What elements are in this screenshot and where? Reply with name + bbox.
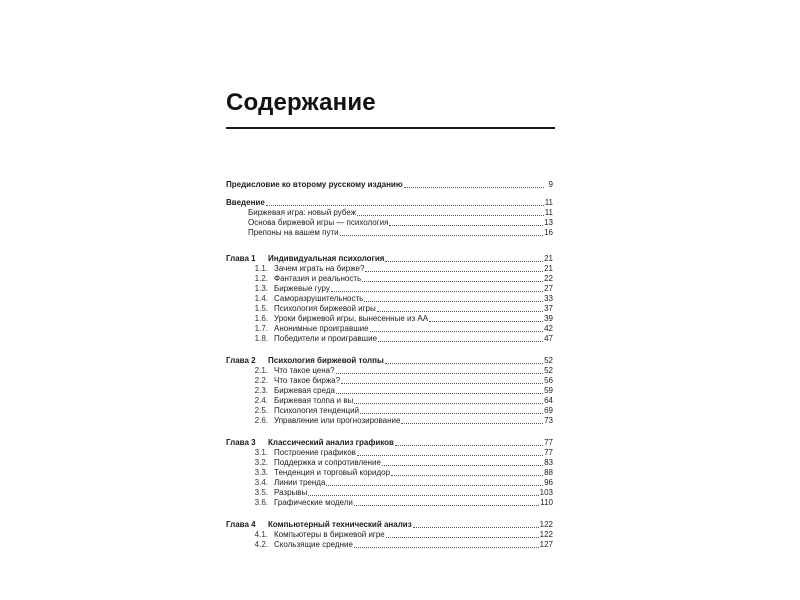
section-number: 2.1.	[254, 366, 268, 375]
leader-dots	[377, 304, 543, 312]
section-title: Скользящие средние	[274, 540, 353, 549]
leader-dots	[395, 438, 543, 446]
leader-dots	[378, 334, 543, 342]
toc-entry-row	[226, 264, 553, 274]
leader-dots	[340, 228, 544, 236]
page-number: 37	[544, 304, 553, 313]
page-number: 110	[540, 498, 553, 507]
section-title: Тенденция и торговый коридор	[274, 468, 391, 477]
page-number: 11	[544, 208, 553, 217]
section-number: 3.4.	[254, 478, 268, 487]
section-title: Победители и проигравшие	[274, 334, 378, 343]
section-title: Разрывы	[274, 488, 308, 497]
page-number: 27	[544, 284, 553, 293]
section-title: Графические модели	[274, 498, 353, 507]
page-number: 77	[544, 438, 553, 447]
leader-dots	[362, 274, 543, 282]
leader-dots	[336, 366, 544, 374]
page-number: 52	[544, 356, 553, 365]
section-title: Биржевая среда	[274, 386, 335, 395]
leader-dots	[385, 254, 543, 262]
section-title: Психология биржевой игры	[274, 304, 376, 313]
leader-dots	[308, 488, 538, 496]
toc-entry-row	[226, 284, 553, 294]
section-number: 1.5.	[254, 304, 268, 313]
leader-dots	[360, 406, 543, 414]
page-number: 122	[539, 530, 553, 539]
toc-entry-row	[226, 304, 553, 314]
chapter-label: Глава 2	[226, 356, 256, 365]
page-number: 11	[544, 198, 553, 207]
toc-entry-row	[226, 228, 553, 238]
section-number: 1.4.	[254, 294, 268, 303]
page-number: 77	[544, 448, 553, 457]
page-number: 13	[544, 218, 553, 227]
section-number: 4.2.	[254, 540, 268, 549]
section-title: Управление или прогнозирование	[274, 416, 401, 425]
page-number: 64	[544, 396, 553, 405]
section-title: Анонимные проигравшие	[274, 324, 369, 333]
section-number: 1.8.	[254, 334, 268, 343]
page-number: 83	[544, 458, 553, 467]
leader-dots	[391, 468, 543, 476]
section-number: 3.5.	[254, 488, 268, 497]
toc-entry-row	[226, 376, 553, 386]
toc-entry-row	[226, 314, 553, 324]
leader-dots	[364, 294, 543, 302]
section-title: Что такое цена?	[274, 366, 335, 375]
section-number: 1.7.	[254, 324, 268, 333]
page-number: 9	[548, 180, 553, 189]
toc-chapter-row	[226, 438, 553, 448]
page-number: 42	[544, 324, 553, 333]
toc-entry-row	[226, 488, 553, 498]
toc-entry-row	[226, 274, 553, 284]
section-number: 4.1.	[254, 530, 268, 539]
toc-entry-row	[226, 208, 553, 218]
toc-entry-row	[226, 540, 553, 550]
page-number: 69	[544, 406, 553, 415]
page-number: 16	[544, 228, 553, 237]
toc-entry-row	[226, 294, 553, 304]
page-number: 103	[539, 488, 553, 497]
leader-dots	[326, 478, 543, 486]
chapter-title: Компьютерный технический анализ	[268, 520, 412, 529]
toc-entry-row	[226, 498, 553, 508]
section-title: Саморазрушительность	[274, 294, 364, 303]
leader-dots	[401, 416, 543, 424]
page-number: 88	[544, 468, 553, 477]
leader-dots	[354, 396, 543, 404]
leader-dots	[429, 314, 543, 322]
page-number: 52	[544, 366, 553, 375]
toc-entry-row	[226, 198, 553, 208]
entry-title: Основа биржевой игры — психология	[248, 218, 389, 227]
leader-dots	[354, 540, 539, 548]
leader-dots	[266, 198, 544, 206]
toc-entry-row	[226, 448, 553, 458]
leader-dots	[386, 530, 539, 538]
section-number: 2.3.	[254, 386, 268, 395]
page-number: 33	[544, 294, 553, 303]
page-number: 39	[544, 314, 553, 323]
toc-entry-row	[226, 468, 553, 478]
page-number: 56	[544, 376, 553, 385]
toc-entry-row	[226, 478, 553, 488]
chapter-label: Глава 4	[226, 520, 256, 529]
section-number: 1.6.	[254, 314, 268, 323]
page-number: 127	[539, 540, 553, 549]
section-title: Психология тенденций	[274, 406, 360, 415]
chapter-label: Глава 1	[226, 254, 256, 263]
chapter-title: Классический анализ графиков	[268, 438, 394, 447]
leader-dots	[336, 386, 543, 394]
leader-dots	[354, 498, 539, 506]
toc-entry-row	[226, 324, 553, 334]
toc-entry-row	[226, 458, 553, 468]
section-number: 1.2.	[254, 274, 268, 283]
section-number: 1.1.	[254, 264, 268, 273]
section-number: 3.2.	[254, 458, 268, 467]
leader-dots	[341, 376, 543, 384]
leader-dots	[370, 324, 544, 332]
page-number: 96	[544, 478, 553, 487]
leader-dots	[413, 520, 539, 528]
section-number: 2.4.	[254, 396, 268, 405]
toc-chapter-row	[226, 520, 553, 530]
section-title: Компьютеры в биржевой игре	[274, 530, 385, 539]
page-number: 59	[544, 386, 553, 395]
page-number: 21	[544, 264, 553, 273]
section-number: 1.3.	[254, 284, 268, 293]
toc-entry-row	[226, 530, 553, 540]
section-title: Зачем играть на бирже?	[274, 264, 365, 273]
leader-dots	[365, 264, 543, 272]
page-number: 21	[544, 254, 553, 263]
section-title: Уроки биржевой игры, вынесенные из АА	[274, 314, 429, 323]
toc-entry-row	[226, 218, 553, 228]
section-title: Поддержка и сопротивление	[274, 458, 381, 467]
section-number: 3.6.	[254, 498, 268, 507]
section-number: 2.5.	[254, 406, 268, 415]
page-number: 22	[544, 274, 553, 283]
toc-entry-row	[226, 416, 553, 426]
section-title: Линии тренда	[274, 478, 326, 487]
entry-title: Препоны на вашем пути	[248, 228, 339, 237]
leader-dots	[357, 448, 543, 456]
title-rule	[226, 127, 555, 129]
chapter-label: Глава 3	[226, 438, 256, 447]
page-title: Содержание	[226, 89, 376, 116]
leader-dots	[389, 218, 543, 226]
section-title: Биржевая толпа и вы	[274, 396, 354, 405]
chapter-title: Психология биржевой толпы	[268, 356, 384, 365]
toc-entry-row	[226, 386, 553, 396]
leader-dots	[404, 180, 544, 188]
leader-dots	[331, 284, 543, 292]
toc-chapter-row	[226, 254, 553, 264]
toc-chapter-row	[226, 356, 553, 366]
toc-entry-row	[226, 334, 553, 344]
section-title: Что такое биржа?	[274, 376, 341, 385]
leader-dots	[385, 356, 543, 364]
toc-entry-row	[226, 406, 553, 416]
page-number: 73	[544, 416, 553, 425]
section-title: Построение графиков	[274, 448, 356, 457]
leader-dots	[382, 458, 543, 466]
leader-dots	[357, 208, 544, 216]
entry-title: Предисловие ко второму русскому изданию	[226, 180, 403, 189]
section-number: 2.6.	[254, 416, 268, 425]
entry-title: Биржевая игра: новый рубеж	[248, 208, 357, 217]
section-number: 3.1.	[254, 448, 268, 457]
section-number: 3.3.	[254, 468, 268, 477]
entry-title: Введение	[226, 198, 265, 207]
toc-entry-row	[226, 396, 553, 406]
section-number: 2.2.	[254, 376, 268, 385]
page-number: 47	[544, 334, 553, 343]
chapter-title: Индивидуальная психология	[268, 254, 385, 263]
page-number: 122	[539, 520, 553, 529]
section-title: Фантазия и реальность	[274, 274, 362, 283]
toc-entry-row	[226, 180, 553, 190]
toc-entry-row	[226, 366, 553, 376]
section-title: Биржевые гуру	[274, 284, 330, 293]
